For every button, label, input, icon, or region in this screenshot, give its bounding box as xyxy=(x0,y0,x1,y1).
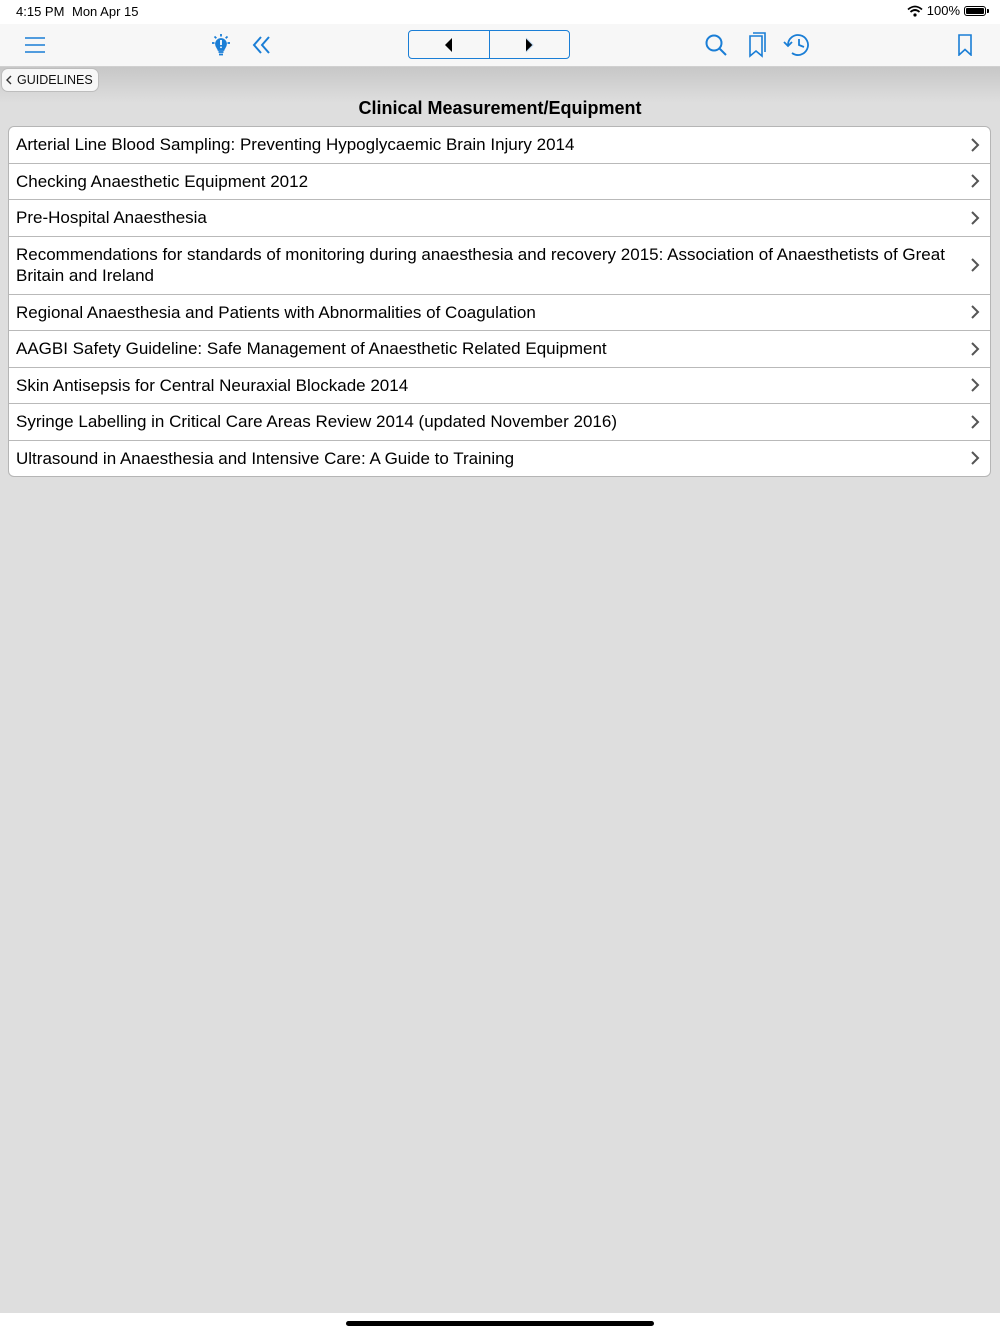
chevron-right-icon xyxy=(970,378,980,392)
history-nav-control xyxy=(408,30,570,59)
bookmarks-icon[interactable] xyxy=(742,30,772,60)
list-item-label: Arterial Line Blood Sampling: Preventing Hypoglycaemic Brain Injury 2014 xyxy=(16,135,575,154)
chevron-left-icon xyxy=(6,75,12,85)
chevron-right-icon xyxy=(970,451,980,465)
chevron-right-icon xyxy=(970,138,980,152)
list-item[interactable] xyxy=(9,441,990,477)
back-button[interactable] xyxy=(1,68,99,92)
chevron-right-icon xyxy=(970,258,980,272)
double-chevron-left-icon[interactable] xyxy=(247,30,277,60)
page-title: Clinical Measurement/Equipment xyxy=(358,98,642,118)
list-item-label: Skin Antisepsis for Central Neuraxial Blockade 2014 xyxy=(16,375,409,395)
battery-percent: 100% xyxy=(926,3,960,18)
status-date: Mon Apr 15 xyxy=(72,4,139,19)
list-item[interactable] xyxy=(9,295,990,332)
back-arrow-icon[interactable] xyxy=(409,31,489,58)
list-item-label: Ultrasound in Anaesthesia and Intensive Care: A Guide to Training xyxy=(16,448,515,468)
guideline-list xyxy=(8,126,991,477)
list-item[interactable] xyxy=(9,331,990,368)
content-header xyxy=(0,67,1000,127)
back-button-label: GUIDELINES xyxy=(17,73,93,87)
chevron-right-icon xyxy=(970,211,980,225)
list-item-label: AAGBI Safety Guideline: Safe Management of Anaesthetic Related Equipment xyxy=(16,339,607,358)
list-item-label: Regional Anaesthesia and Patients with Abnormalities of Coagulation xyxy=(16,302,536,322)
lightbulb-icon[interactable] xyxy=(206,30,236,60)
battery-icon xyxy=(964,6,986,16)
history-icon[interactable] xyxy=(782,30,812,60)
menu-icon[interactable] xyxy=(20,30,50,60)
bookmark-icon[interactable] xyxy=(950,30,980,60)
list-item-label: Checking Anaesthetic Equipment 2012 xyxy=(16,171,309,191)
chevron-right-icon xyxy=(970,342,980,356)
chevron-right-icon xyxy=(970,174,980,188)
status-time: 4:15 PM xyxy=(16,4,65,19)
chevron-right-icon xyxy=(970,415,980,429)
list-item[interactable] xyxy=(9,404,990,441)
chevron-right-icon xyxy=(970,305,980,319)
forward-arrow-icon[interactable] xyxy=(489,31,570,58)
list-item[interactable] xyxy=(9,200,990,237)
list-item-label: Syringe Labelling in Critical Care Areas Review 2014 (updated November 2016) xyxy=(16,412,617,431)
home-indicator[interactable] xyxy=(346,1321,654,1326)
status-indicators xyxy=(907,3,986,18)
wifi-icon xyxy=(907,5,923,17)
toolbar xyxy=(0,24,1000,67)
status-bar xyxy=(0,0,1000,24)
list-item[interactable] xyxy=(9,127,990,164)
battery-level xyxy=(966,8,984,14)
list-item[interactable] xyxy=(9,164,990,201)
list-item[interactable] xyxy=(9,368,990,405)
list-item-label: Pre-Hospital Anaesthesia xyxy=(16,208,207,227)
list-item[interactable] xyxy=(9,237,990,295)
search-icon[interactable] xyxy=(701,30,731,60)
list-item-label: Recommendations for standards of monitoring during anaesthesia and recovery 2015: Association of Anaesthetists of Great Britain and Ireland xyxy=(16,244,945,285)
